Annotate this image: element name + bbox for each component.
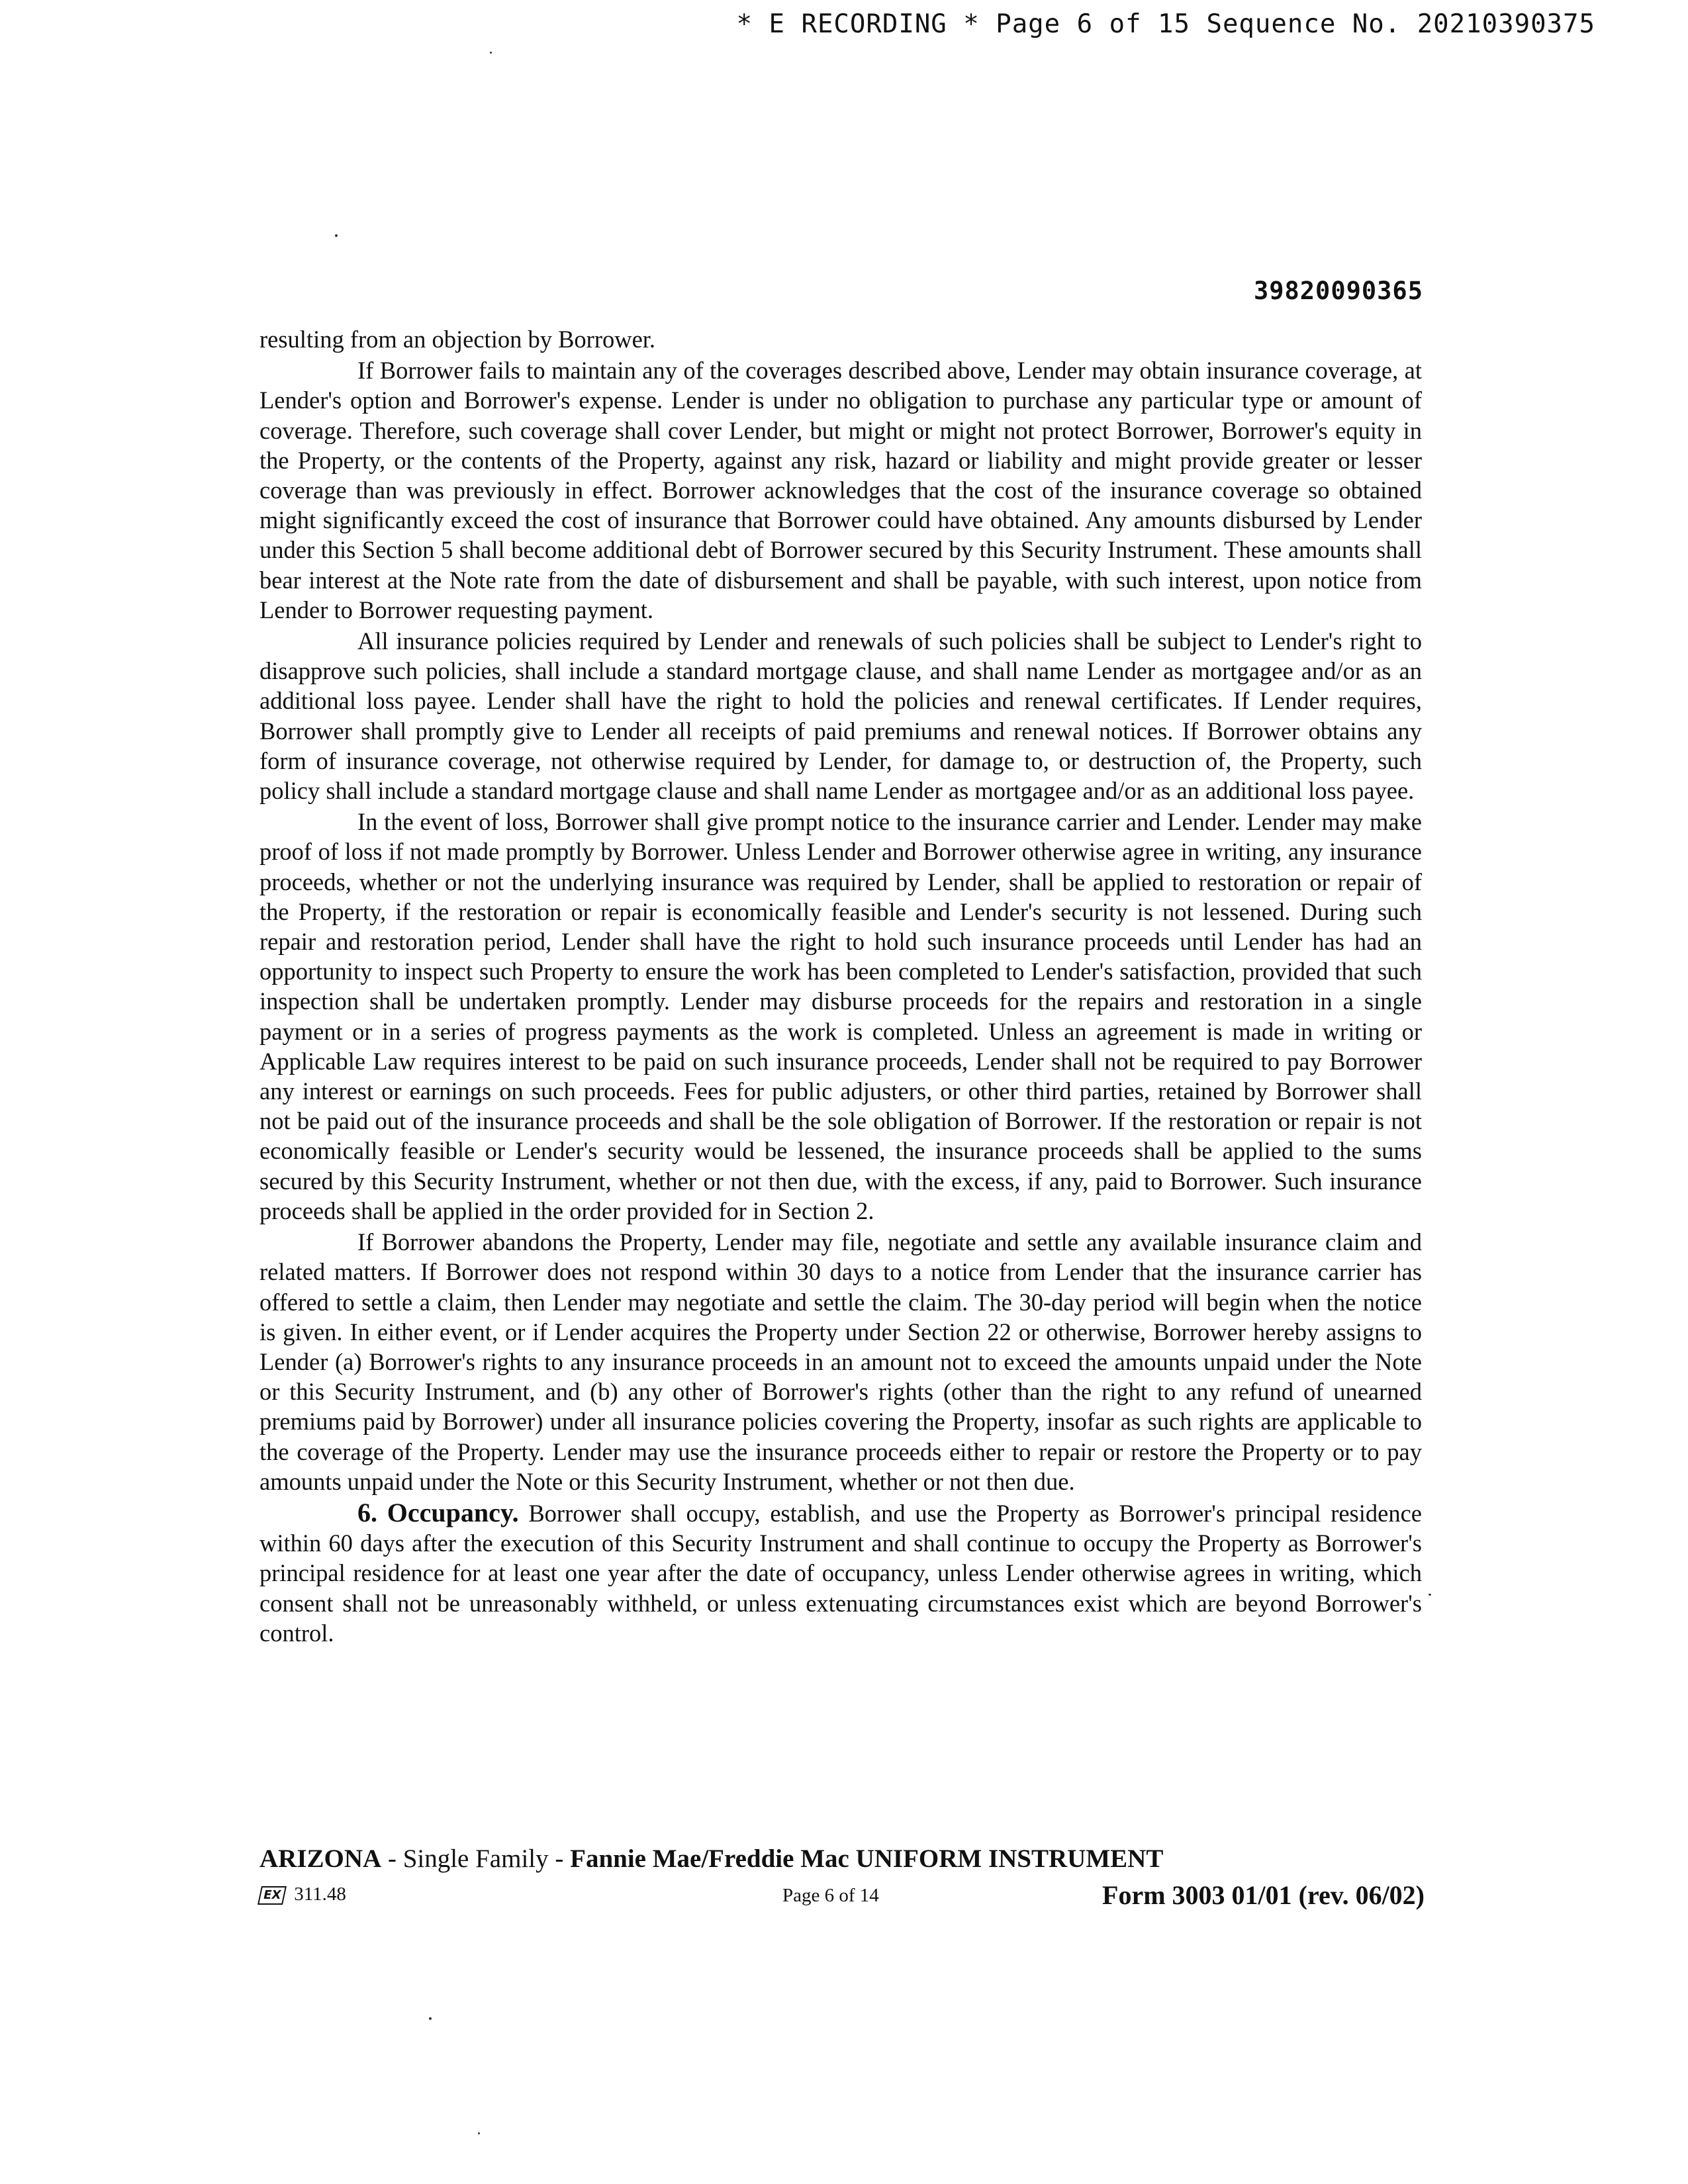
scan-speck — [1429, 1594, 1431, 1596]
paragraph-lender-coverage: If Borrower fails to maintain any of the coverages described above, Lender may obtain insurance coverage, at Lender's option and Borrower's expense. Lender is under no obligation to purchase any particular type or amount of coverage. Therefore, such coverage shall cover Lender, but might or might not protect Borrower, Borrower's equity in the Property, or the contents of the Property, against any risk, hazard or liability and might provide greater or lesser coverage than was previously in effect. Borrower acknowledges that the cost of the insurance coverage so obtained might significantly exceed the cost of insurance that Borrower could have obtained. Any amounts disbursed by Lender under this Section 5 shall become additional debt of Borrower secured by this Security Instrument. These amounts shall bear interest at the Note rate from the date of disbursement and shall be payable, with such interest, upon notice from Lender to Borrower requesting payment. — [259, 357, 1422, 623]
scan-speck — [429, 2017, 432, 2020]
document-body — [259, 324, 1422, 1649]
footer-separator: - — [381, 1844, 403, 1873]
footer-form-line — [259, 1880, 1425, 1914]
form-code — [259, 1884, 346, 1905]
form-code-icon: EX — [258, 1886, 287, 1905]
footer-state: ARIZONA — [259, 1844, 382, 1873]
section-title: Occupancy. — [387, 1497, 519, 1527]
form-code-number: 311.48 — [294, 1884, 346, 1905]
section-text: Borrower shall occupy, establish, and use the Property as Borrower's principal residence within 60 days after the execution of this Security Instrument and shall continue to occupy the Property as Borrower's principal residence for at least one year after the date of occupancy, unless Lender otherwise agrees in writing, which consent shall not be unreasonably withheld, or unless extenuating circumstances exist which are beyond Borrower's control. — [259, 1499, 1423, 1647]
footer-instrument-line — [259, 1844, 1163, 1874]
paragraph-insurance-policies: All insurance policies required by Lender and renewals of such policies shall be subject to Lender's right to disapprove such policies, shall include a standard mortgage clause, and shall name Lender as mortgagee and/or as an additional loss payee. Lender shall have the right to hold the policies and renewal certificates. If Lender requires, Borrower shall promptly give to Lender all receipts of paid premiums and renewal notices. If Borrower obtains any form of insurance coverage, not otherwise required by Lender, for damage to, or destruction of, the Property, such policy shall include a standard mortgage clause and shall name Lender as mortgagee and/or as an additional loss payee. — [259, 627, 1422, 805]
footer-family: Single Family — [402, 1844, 549, 1873]
paragraph-abandonment: If Borrower abandons the Property, Lender may file, negotiate and settle any available insurance claim and related matters. If Borrower does not respond within 30 days to a notice from Lender that the insurance carrier has offered to settle a claim, then Lender may negotiate and settle the claim. The 30-day period will begin when the notice is given. In either event, or if Lender acquires the Property under Section 22 or otherwise, Borrower hereby assigns to Lender (a) Borrower's rights to any insurance proceeds in an amount not to exceed the amounts unpaid under the Note or this Security Instrument, and (b) any other of Borrower's rights (other than the right to any refund of unearned premiums paid by Borrower) under all insurance policies covering the Property, insofar as such rights are applicable to the coverage of the Property. Lender may use the insurance proceeds either to repair or restore the Property or to pay amounts unpaid under the Note or this Security Instrument, whether or not then due. — [259, 1228, 1422, 1495]
section-number: 6. — [357, 1497, 377, 1527]
form-number: Form 3003 01/01 (rev. 06/02) — [1102, 1880, 1425, 1910]
footer-instrument: Fannie Mae/Freddie Mac UNIFORM INSTRUMENT — [570, 1844, 1164, 1873]
scan-speck — [490, 52, 492, 54]
loan-number: 39820090365 — [1253, 277, 1423, 305]
paragraph-event-of-loss: In the event of loss, Borrower shall give prompt notice to the insurance carrier and Lender. Lender may make proof of loss if not made promptly by Borrower. Unless Lender and Borrower otherwise agree in writing, any insurance proceeds, whether or not the underlying insurance was required by Lender, shall be applied to restoration or repair of the Property, if the restoration or repair is economically feasible and Lender's security is not lessened. During such repair and restoration period, Lender shall have the right to hold such insurance proceeds until Lender has had an opportunity to inspect such Property to ensure the work has been completed to Lender's satisfaction, provided that such inspection shall be undertaken promptly. Lender may disburse proceeds for the repairs and restoration in a single payment or in a series of progress payments as the work is completed. Unless an agreement is made in writing or Applicable Law requires interest to be paid on such insurance proceeds, Lender shall not be required to pay Borrower any interest or earnings on such proceeds. Fees for public adjusters, or other third parties, retained by Borrower shall not be paid out of the insurance proceeds and shall be the sole obligation of Borrower. If the restoration or repair is not economically feasible or Lender's security would be lessened, the insurance proceeds shall be applied to the sums secured by this Security Instrument, whether or not then due, with the excess, if any, paid to Borrower. Such insurance proceeds shall be applied in the order provided for in Section 2. — [259, 808, 1422, 1224]
footer-separator: - — [548, 1844, 571, 1873]
scan-speck — [478, 2132, 480, 2134]
recording-header: * E RECORDING * Page 6 of 15 Sequence No. 20210390375 — [736, 9, 1595, 39]
page-indicator: Page 6 of 14 — [782, 1885, 879, 1906]
section-occupancy — [259, 1498, 1422, 1648]
scan-speck — [335, 234, 338, 237]
paragraph-continuation: resulting from an objection by Borrower. — [259, 326, 656, 353]
